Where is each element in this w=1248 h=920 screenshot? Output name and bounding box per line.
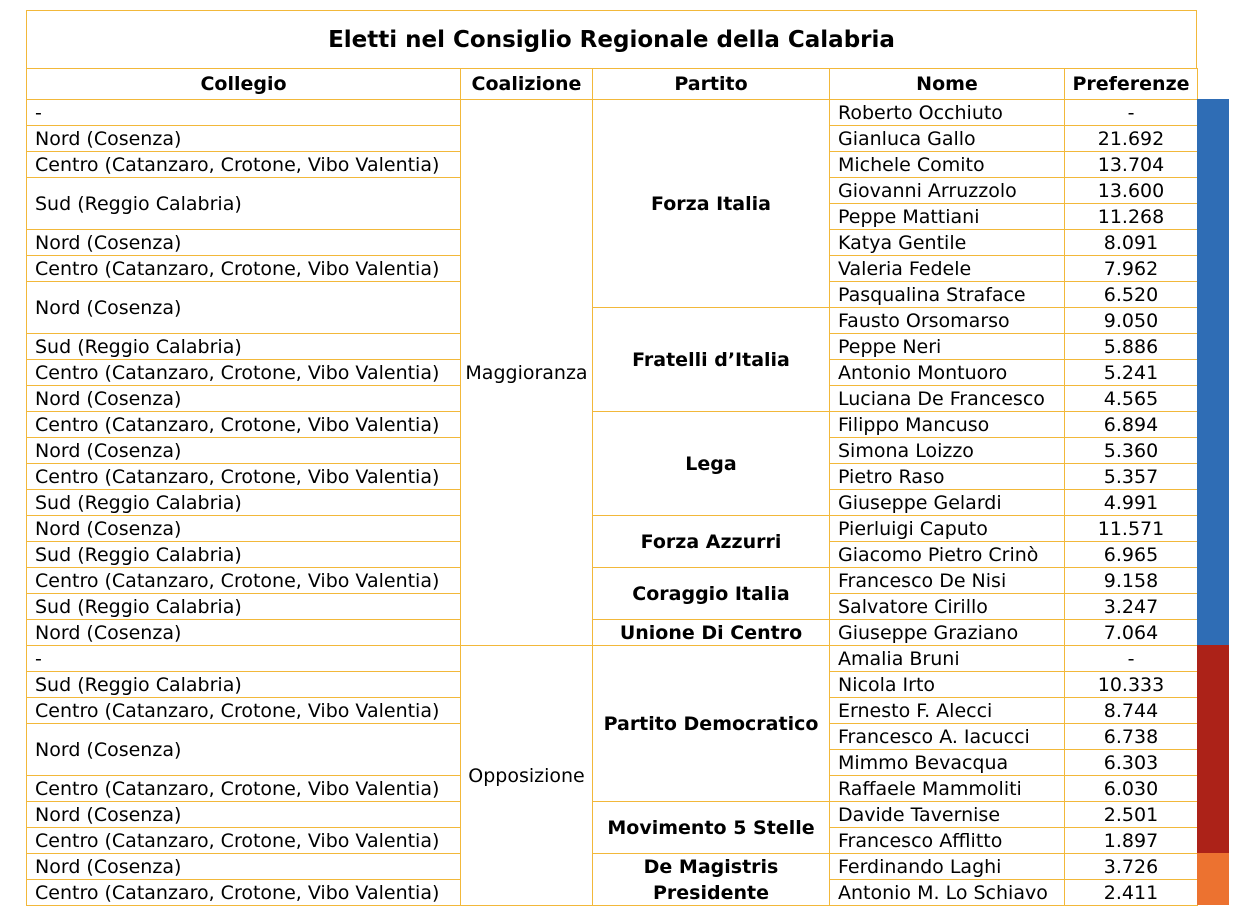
nome-cell: Francesco Afflitto [829,827,1065,854]
nome-cell: Peppe Mattiani [829,203,1065,230]
nome-cell: Ernesto F. Alecci [829,697,1065,724]
preferenze-cell: 1.897 [1064,827,1198,854]
preferenze-cell: 3.247 [1064,593,1198,620]
table-title: Eletti nel Consiglio Regionale della Calabria [26,10,1197,69]
nome-cell: Michele Comito [829,151,1065,178]
collegio-cell: Nord (Cosenza) [26,125,461,152]
partito-cell [592,411,830,516]
partito-label: Lega [685,452,737,475]
coalizione-cell: Opposizione [460,645,593,906]
nome-cell: Pasqualina Straface [829,281,1065,308]
partito-label: Forza Italia [651,192,771,215]
preferenze-cell: 11.268 [1064,203,1198,230]
collegio-cell: Sud (Reggio Calabria) [26,177,461,230]
nome-cell: Amalia Bruni [829,645,1065,672]
partito-label: Unione Di Centro [619,621,803,644]
partito-label: Coraggio Italia [632,582,790,605]
partito-cell [592,619,830,646]
preferenze-cell: 7.064 [1064,619,1198,646]
nome-cell: Giacomo Pietro Crinò [829,541,1065,568]
collegio-cell: Centro (Catanzaro, Crotone, Vibo Valentia) [26,827,461,854]
de-magistris-color-bar [1197,853,1229,905]
preferenze-cell: 5.886 [1064,333,1198,360]
nome-cell: Giuseppe Graziano [829,619,1065,646]
preferenze-cell: - [1064,645,1198,672]
collegio-cell: Centro (Catanzaro, Crotone, Vibo Valentia) [26,359,461,386]
nome-cell: Katya Gentile [829,229,1065,256]
collegio-cell: Nord (Cosenza) [26,723,461,776]
collegio-cell: Sud (Reggio Calabria) [26,671,461,698]
nome-cell: Pietro Raso [829,463,1065,490]
preferenze-cell: 6.894 [1064,411,1198,438]
nome-cell: Nicola Irto [829,671,1065,698]
preferenze-cell: 6.738 [1064,723,1198,750]
nome-cell: Salvatore Cirillo [829,593,1065,620]
nome-cell: Francesco De Nisi [829,567,1065,594]
nome-cell: Mimmo Bevacqua [829,749,1065,776]
collegio-cell: Centro (Catanzaro, Crotone, Vibo Valentia) [26,567,461,594]
preferenze-cell: 11.571 [1064,515,1198,542]
collegio-cell: Centro (Catanzaro, Crotone, Vibo Valentia) [26,151,461,178]
nome-cell: Giovanni Arruzzolo [829,177,1065,204]
collegio-cell: Nord (Cosenza) [26,437,461,464]
nome-cell: Fausto Orsomarso [829,307,1065,334]
partito-label: Fratelli d’Italia [632,348,790,371]
preferenze-cell: - [1064,99,1198,126]
preferenze-cell: 2.501 [1064,801,1198,828]
collegio-cell: Centro (Catanzaro, Crotone, Vibo Valentia) [26,411,461,438]
preferenze-cell: 5.241 [1064,359,1198,386]
collegio-cell: Sud (Reggio Calabria) [26,333,461,360]
nome-cell: Pierluigi Caputo [829,515,1065,542]
collegio-cell: Sud (Reggio Calabria) [26,489,461,516]
opposizione-color-bar [1197,645,1229,853]
header-collegio: Collegio [26,68,461,100]
collegio-cell: Nord (Cosenza) [26,385,461,412]
preferenze-cell: 5.360 [1064,437,1198,464]
preferenze-cell: 3.726 [1064,853,1198,880]
nome-cell: Giuseppe Gelardi [829,489,1065,516]
collegio-cell: Nord (Cosenza) [26,853,461,880]
preferenze-cell: 13.704 [1064,151,1198,178]
partito-cell [592,801,830,854]
preferenze-cell: 6.303 [1064,749,1198,776]
collegio-cell: Sud (Reggio Calabria) [26,541,461,568]
nome-cell: Valeria Fedele [829,255,1065,282]
preferenze-cell: 13.600 [1064,177,1198,204]
collegio-cell: Nord (Cosenza) [26,281,461,334]
partito-cell [592,645,830,802]
preferenze-cell: 5.357 [1064,463,1198,490]
header-preferenze: Preferenze [1064,68,1198,100]
nome-cell: Antonio Montuoro [829,359,1065,386]
nome-cell: Francesco A. Iacucci [829,723,1065,750]
partito-label: Partito Democratico [603,712,819,735]
partito-cell [592,567,830,620]
nome-cell: Davide Tavernise [829,801,1065,828]
collegio-cell: - [26,99,461,126]
preferenze-cell: 6.965 [1064,541,1198,568]
partito-label: Movimento 5 Stelle [607,816,815,839]
header-nome: Nome [829,68,1065,100]
collegio-cell: - [26,645,461,672]
collegio-cell: Centro (Catanzaro, Crotone, Vibo Valentia) [26,879,461,906]
collegio-cell: Nord (Cosenza) [26,801,461,828]
coalizione-cell: Maggioranza [460,99,593,646]
collegio-cell: Nord (Cosenza) [26,229,461,256]
collegio-cell: Nord (Cosenza) [26,515,461,542]
preferenze-cell: 8.744 [1064,697,1198,724]
nome-cell: Raffaele Mammoliti [829,775,1065,802]
partito-cell [592,307,830,412]
preferenze-cell: 4.565 [1064,385,1198,412]
nome-cell: Simona Loizzo [829,437,1065,464]
preferenze-cell: 7.962 [1064,255,1198,282]
preferenze-cell: 9.158 [1064,567,1198,594]
partito-label: De Magistris Presidente [643,855,779,904]
nome-cell: Antonio M. Lo Schiavo [829,879,1065,906]
preferenze-cell: 21.692 [1064,125,1198,152]
collegio-cell: Centro (Catanzaro, Crotone, Vibo Valentia) [26,697,461,724]
nome-cell: Gianluca Gallo [829,125,1065,152]
partito-label: Forza Azzurri [640,530,782,553]
preferenze-cell: 2.411 [1064,879,1198,906]
partito-cell [592,853,830,906]
collegio-cell: Nord (Cosenza) [26,619,461,646]
collegio-cell: Centro (Catanzaro, Crotone, Vibo Valentia) [26,775,461,802]
nome-cell: Luciana De Francesco [829,385,1065,412]
preferenze-cell: 4.991 [1064,489,1198,516]
nome-cell: Filippo Mancuso [829,411,1065,438]
maggioranza-color-bar [1197,99,1229,645]
partito-cell [592,99,830,308]
collegio-cell: Centro (Catanzaro, Crotone, Vibo Valentia) [26,463,461,490]
preferenze-cell: 9.050 [1064,307,1198,334]
partito-cell [592,515,830,568]
preferenze-cell: 10.333 [1064,671,1198,698]
preferenze-cell: 8.091 [1064,229,1198,256]
preferenze-cell: 6.030 [1064,775,1198,802]
collegio-cell: Sud (Reggio Calabria) [26,593,461,620]
collegio-cell: Centro (Catanzaro, Crotone, Vibo Valentia) [26,255,461,282]
header-coalizione: Coalizione [460,68,593,100]
header-partito: Partito [592,68,830,100]
nome-cell: Roberto Occhiuto [829,99,1065,126]
nome-cell: Peppe Neri [829,333,1065,360]
preferenze-cell: 6.520 [1064,281,1198,308]
nome-cell: Ferdinando Laghi [829,853,1065,880]
